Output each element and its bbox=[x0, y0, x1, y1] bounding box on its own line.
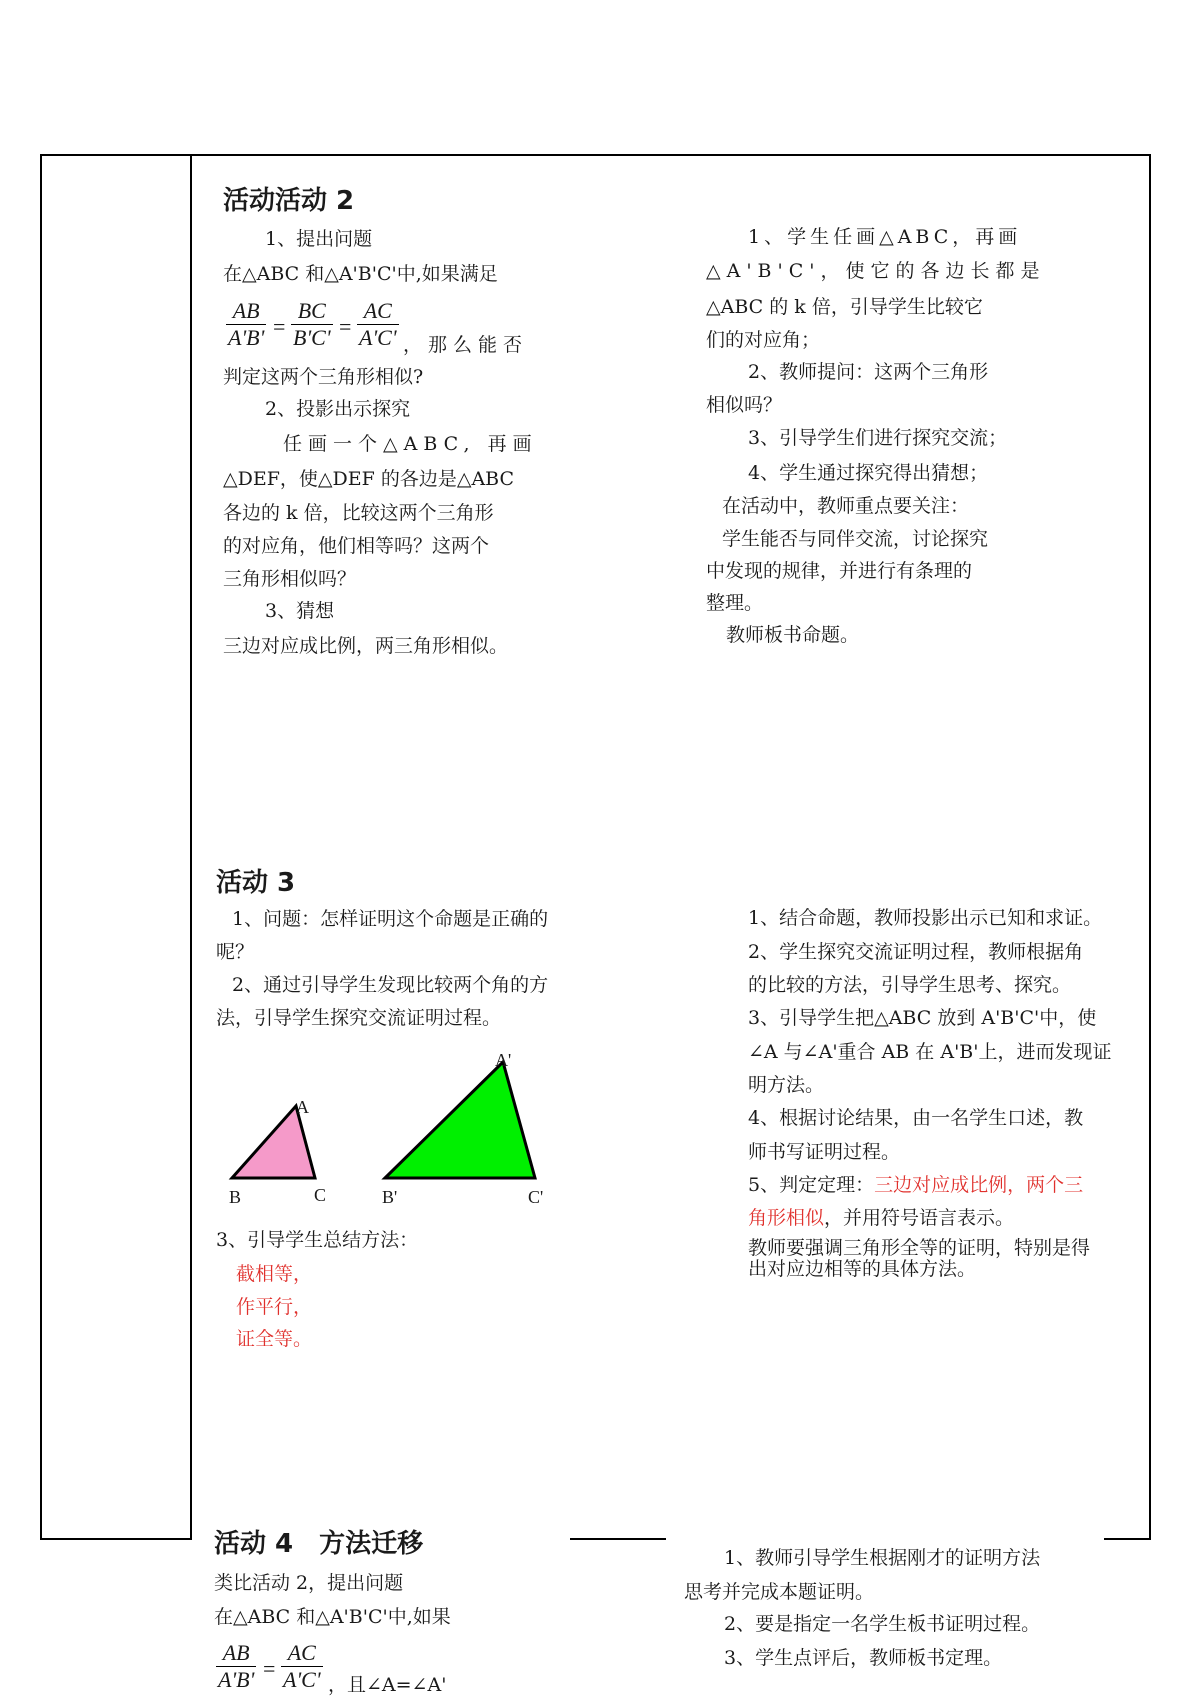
activity2-left-p5: 任画一个△ABC, 再画 bbox=[283, 433, 538, 455]
equals-sign: = bbox=[263, 1656, 276, 1681]
activity3-right-p8: 师书写证明过程。 bbox=[748, 1141, 901, 1163]
fraction-denominator: A'B' bbox=[218, 1667, 255, 1692]
activity2-right-p3: △ABC 的 k 倍，引导学生比较它 bbox=[706, 296, 983, 318]
activity3-heading: 活动 3 bbox=[216, 868, 296, 898]
theorem-note: ，并用符号语言表示。 bbox=[824, 1207, 1015, 1229]
activity2-left-p11: 三边对应成比例，两三角形相似。 bbox=[223, 635, 509, 657]
activity2-fraction-tail: ，那么能否 bbox=[403, 334, 529, 356]
activity3-left-p4: 法，引导学生探究交流证明过程。 bbox=[216, 1007, 502, 1029]
activity2-fraction-ab bbox=[226, 298, 266, 351]
activity4-fraction-ac bbox=[281, 1640, 323, 1693]
triangles-figure bbox=[220, 1050, 560, 1210]
theorem-statement-cont: 角形相似 bbox=[748, 1207, 825, 1229]
activity2-left-p2: 在△ABC 和△A'B'C'中,如果满足 bbox=[223, 263, 498, 285]
activity3-right-p10 bbox=[748, 1207, 1014, 1230]
table-column-divider bbox=[190, 154, 192, 1540]
activity4-right-p1: 1、教师引导学生根据刚才的证明方法 bbox=[724, 1547, 1041, 1569]
activity2-fraction-bc bbox=[291, 298, 333, 351]
activity3-right-p3: 的比较的方法，引导学生思考、探究。 bbox=[748, 974, 1072, 996]
activity2-left-p10: 3、猜想 bbox=[265, 600, 335, 622]
activity3-left-p5: 3、引导学生总结方法： bbox=[216, 1229, 419, 1251]
activity3-right-p1: 1、结合命题，教师投影出示已知和求证。 bbox=[748, 907, 1103, 929]
activity2-right-p6: 相似吗？ bbox=[706, 394, 783, 416]
activity4-right-p2: 思考并完成本题证明。 bbox=[684, 1581, 875, 1603]
theorem-statement: 三边对应成比例，两个三 bbox=[874, 1174, 1084, 1196]
activity2-left-p7: 各边的 k 倍，比较这两个三角形 bbox=[223, 502, 494, 524]
activity2-right-p10: 学生能否与同伴交流，讨论探究 bbox=[722, 528, 989, 550]
activity2-left-p1: 1、提出问题 bbox=[265, 228, 373, 250]
activity2-left-p6: △DEF，使△DEF 的各边是△ABC bbox=[223, 468, 515, 490]
activity2-left-p9: 三角形相似吗？ bbox=[223, 568, 357, 590]
activity4-left-p2: 在△ABC 和△A'B'C'中,如果 bbox=[214, 1606, 451, 1628]
table-bottom-border-left bbox=[40, 1538, 192, 1540]
large-triangle-label-b: B' bbox=[382, 1187, 398, 1207]
large-triangle-label-a: A' bbox=[495, 1050, 512, 1070]
activity2-right-p11: 中发现的规律，并进行有条理的 bbox=[706, 560, 973, 582]
activity2-heading: 活动活动 2 bbox=[223, 186, 355, 216]
activity3-left-p3: 2、通过引导学生发现比较两个角的方 bbox=[232, 974, 549, 996]
activity2-right-p8: 4、学生通过探究得出猜想； bbox=[748, 462, 989, 484]
activity2-right-p12: 整理。 bbox=[706, 592, 764, 614]
fraction-numerator: AC bbox=[281, 1640, 323, 1667]
activity2-left-p4: 2、投影出示探究 bbox=[265, 398, 411, 420]
activity2-right-p5: 2、教师提问：这两个三角形 bbox=[748, 361, 989, 383]
activity2-right-p4: 们的对应角； bbox=[706, 329, 821, 351]
table-bottom-border-right bbox=[1104, 1538, 1151, 1540]
activity4-heading: 活动 4 方法迁移 bbox=[214, 1529, 424, 1559]
activity3-left-p2: 呢？ bbox=[216, 941, 255, 963]
activity3-left-p1: 1、问题：怎样证明这个命题是正确的 bbox=[232, 908, 549, 930]
activity3-right-p12: 出对应边相等的具体方法。 bbox=[748, 1258, 977, 1280]
fraction-numerator: BC bbox=[291, 298, 333, 325]
large-triangle-label-c: C' bbox=[528, 1187, 544, 1207]
activity4-right-p4: 3、学生点评后，教师板书定理。 bbox=[724, 1647, 1003, 1669]
fraction-numerator: AB bbox=[216, 1640, 256, 1667]
table-left-border bbox=[40, 154, 42, 1540]
table-top-border bbox=[40, 154, 1151, 156]
activity3-right-p5: ∠A 与∠A'重合 AB 在 A'B'上，进而发现证 bbox=[748, 1041, 1112, 1063]
activity2-right-p7: 3、引导学生们进行探究交流； bbox=[748, 427, 1008, 449]
small-triangle-label-c: C bbox=[314, 1185, 327, 1205]
activity2-right-p2: △A'B'C'，使它的各边长都是 bbox=[706, 260, 1046, 282]
activity2-left-p3: 判定这两个三角形相似? bbox=[223, 366, 424, 388]
table-right-border bbox=[1149, 154, 1151, 1540]
activity4-fraction-ab bbox=[216, 1640, 256, 1693]
activity3-right-p11: 教师要强调三角形全等的证明，特别是得 bbox=[748, 1237, 1091, 1259]
large-triangle bbox=[385, 1062, 535, 1178]
activity4-right-p3: 2、要是指定一名学生板书证明过程。 bbox=[724, 1613, 1041, 1635]
method-item-1: 截相等， bbox=[236, 1263, 313, 1285]
small-triangle-label-b: B bbox=[229, 1187, 242, 1207]
fraction-denominator: A'B' bbox=[228, 325, 265, 350]
activity4-left-p1: 类比活动 2，提出问题 bbox=[214, 1572, 404, 1594]
activity4-fraction-tail: ，且∠A=∠A' bbox=[328, 1674, 447, 1696]
activity2-right-p1: 1、学生任画△ABC，再画 bbox=[748, 226, 1022, 248]
activity3-right-p7: 4、根据讨论结果，由一名学生口述，教 bbox=[748, 1107, 1084, 1129]
activity2-fraction-ac bbox=[357, 298, 399, 351]
fraction-numerator: AC bbox=[357, 298, 399, 325]
theorem-label: 5、判定定理： bbox=[748, 1174, 875, 1196]
fraction-denominator: B'C' bbox=[293, 325, 331, 350]
activity2-left-p8: 的对应角，他们相等吗？这两个 bbox=[223, 535, 490, 557]
fraction-denominator: A'C' bbox=[283, 1667, 321, 1692]
activity3-right-p4: 3、引导学生把△ABC 放到 A'B'C'中，使 bbox=[748, 1007, 1097, 1029]
activity2-right-p13: 教师板书命题。 bbox=[726, 624, 860, 646]
equals-sign: = bbox=[273, 314, 286, 339]
equals-sign: = bbox=[339, 314, 352, 339]
fraction-numerator: AB bbox=[226, 298, 266, 325]
activity3-right-p2: 2、学生探究交流证明过程，教师根据角 bbox=[748, 941, 1084, 963]
fraction-denominator: A'C' bbox=[359, 325, 397, 350]
activity3-right-p9 bbox=[748, 1174, 1083, 1197]
table-bottom-border-mid bbox=[570, 1538, 666, 1540]
activity2-right-p9: 在活动中，教师重点要关注： bbox=[722, 495, 970, 517]
method-item-2: 作平行， bbox=[236, 1296, 313, 1318]
small-triangle-label-a: A bbox=[296, 1097, 309, 1117]
activity3-right-p6: 明方法。 bbox=[748, 1074, 825, 1096]
method-item-3: 证全等。 bbox=[236, 1328, 313, 1350]
